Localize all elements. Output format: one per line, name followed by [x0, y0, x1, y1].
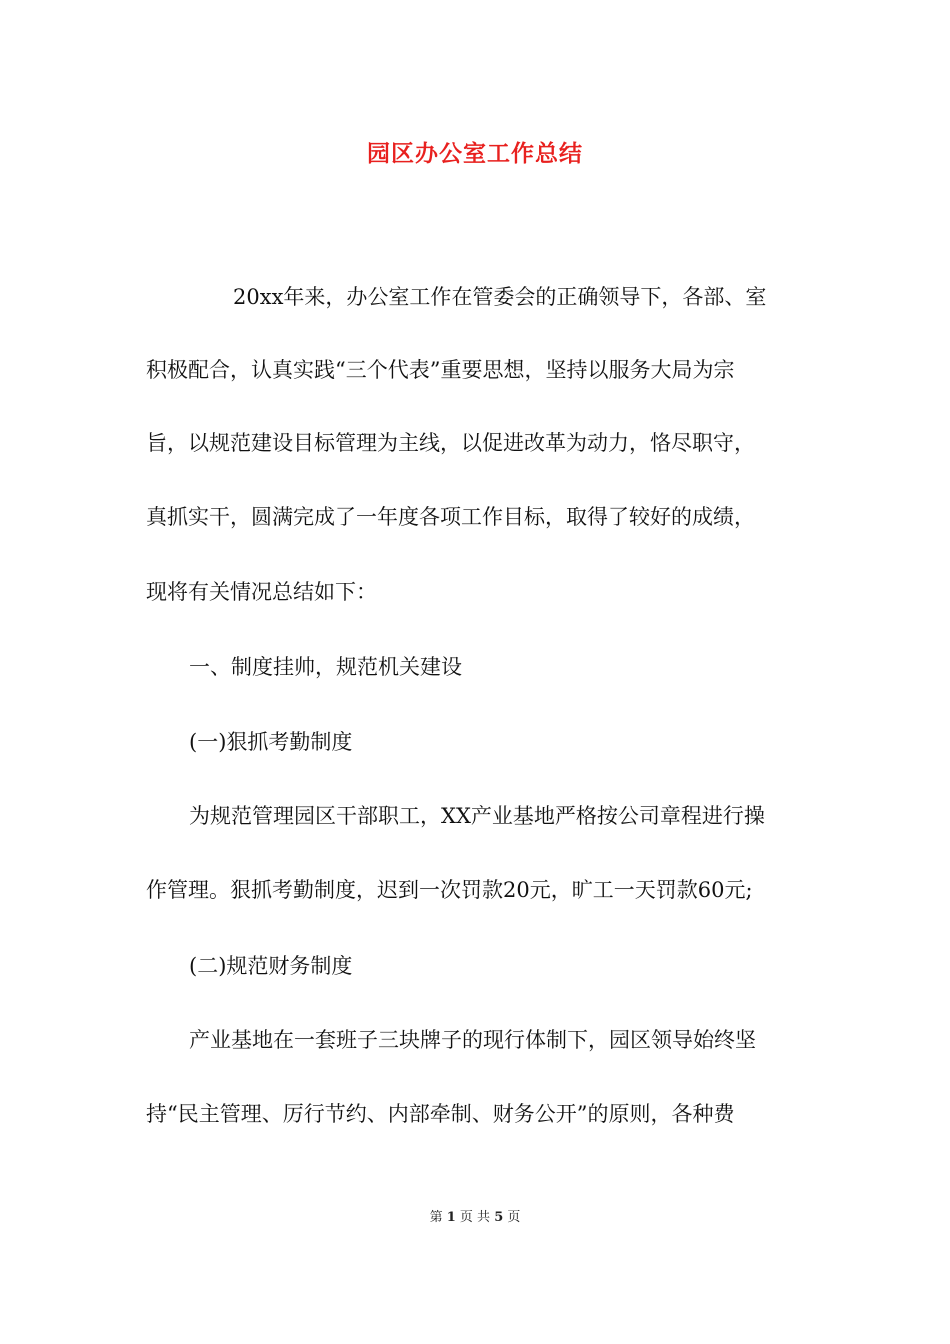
paragraph-3-line-2: 持“民主管理、厉行节约、内部牵制、财务公开”的原则，各种费 — [146, 1102, 735, 1126]
document-title: 园区办公室工作总结 — [367, 140, 583, 167]
paragraph-2-line-1: 为规范管理园区干部职工，XX产业基地严格按公司章程进行操 — [189, 804, 765, 828]
footer-total-pages: 5 — [494, 1210, 504, 1225]
paragraph-1-line-5: 现将有关情况总结如下： — [146, 580, 377, 604]
subsection-heading-1: (一)狠抓考勤制度 — [189, 730, 353, 754]
section-heading-1: 一、制度挂帅，规范机关建设 — [189, 655, 462, 679]
page-footer — [0, 1208, 950, 1228]
subsection-heading-2: (二)规范财务制度 — [189, 954, 353, 978]
footer-page-number: 1 — [446, 1210, 456, 1225]
paragraph-3-line-1: 产业基地在一套班子三块牌子的现行体制下，园区领导始终坚 — [189, 1028, 756, 1052]
paragraph-1-line-2: 积极配合，认真实践“三个代表”重要思想，坚持以服务大局为宗 — [146, 358, 735, 382]
paragraph-2-line-2: 作管理。狠抓考勤制度，迟到一次罚款20元，旷工一天罚款60元; — [146, 878, 753, 902]
footer-prefix: 第 — [429, 1210, 443, 1225]
footer-middle: 页 共 — [459, 1210, 491, 1225]
paragraph-1-line-3: 旨，以规范建设目标管理为主线，以促进改革为动力，恪尽职守， — [146, 431, 755, 455]
paragraph-1-line-1: 20xx年来，办公室工作在管委会的正确领导下，各部、室 — [233, 285, 767, 309]
paragraph-1-line-4: 真抓实干，圆满完成了一年度各项工作目标，取得了较好的成绩， — [146, 505, 755, 529]
footer-suffix: 页 — [507, 1210, 521, 1225]
